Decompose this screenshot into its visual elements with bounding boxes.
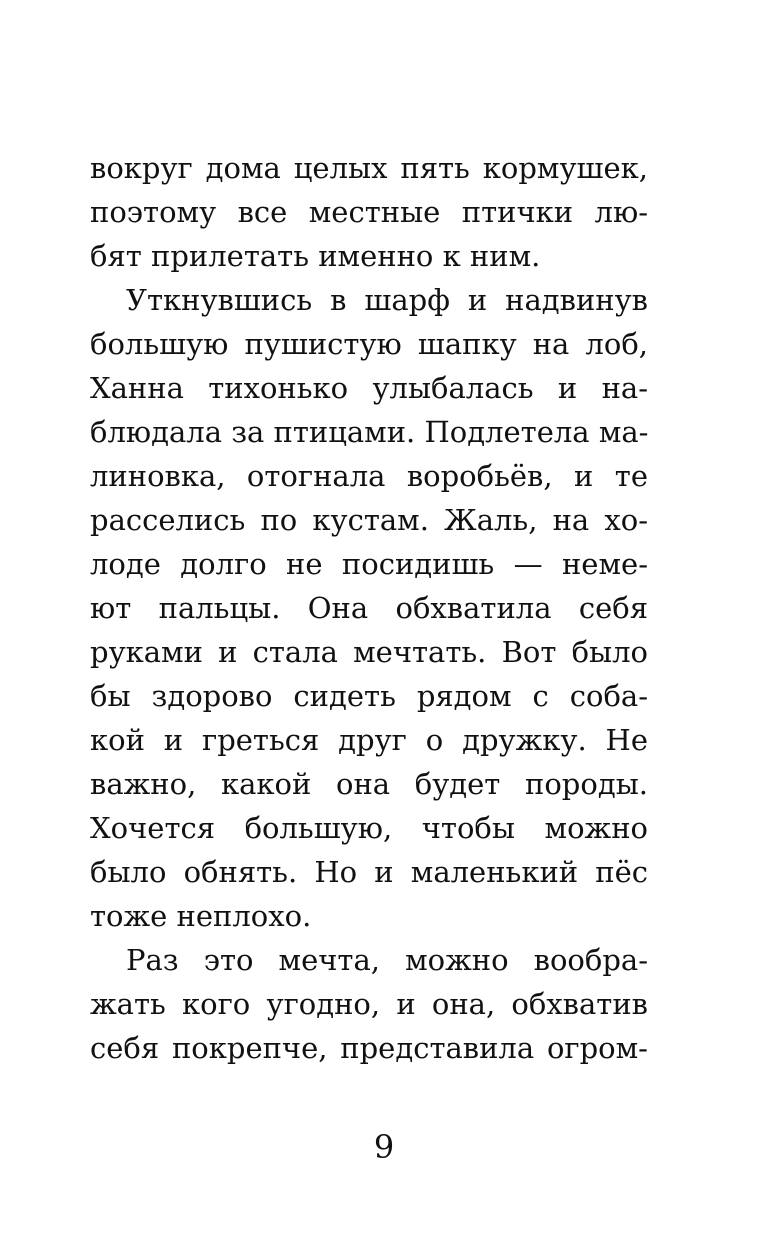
text-line: вокруг дома целых пять кормушек,	[90, 151, 648, 185]
text-line: кой и греться друг о дружку. Не	[90, 723, 648, 757]
text-line: лоде долго не посидишь — неме-	[90, 547, 648, 581]
text-line: поэтому все местные птички лю-	[90, 195, 648, 229]
text-line: руками и стала мечтать. Вот было	[90, 635, 648, 669]
text-line: расселись по кустам. Жаль, на хо-	[90, 503, 648, 537]
text-line: Хочется большую, чтобы можно	[90, 811, 648, 845]
text-line: Ханна тихонько улыбалась и на-	[90, 371, 648, 405]
paragraph	[90, 938, 648, 1070]
text-line: было обнять. Но и маленький пёс	[90, 855, 648, 889]
paragraph	[90, 278, 648, 938]
text-line: блюдала за птицами. Подлетела ма-	[90, 415, 649, 449]
text-line: линовка, отогнала воробьёв, и те	[90, 459, 648, 493]
text-line: жать кого угодно, и она, обхватив	[90, 987, 648, 1021]
text-line: себя покрепче, представила огром-	[90, 1031, 648, 1065]
text-line: бы здорово сидеть рядом с соба-	[90, 679, 648, 713]
text-line: бят прилетать именно к ним.	[90, 239, 541, 273]
paragraph	[90, 146, 648, 278]
text-line: ют пальцы. Она обхватила себя	[90, 591, 648, 625]
text-line: тоже неплохо.	[90, 899, 312, 933]
text-line: большую пушистую шапку на лоб,	[90, 327, 648, 361]
text-line: важно, какой она будет породы.	[90, 767, 648, 801]
body-text	[90, 146, 648, 1070]
text-line: Раз это мечта, можно вообра-	[126, 943, 648, 977]
text-line: Уткнувшись в шарф и надвинув	[126, 283, 648, 317]
page-number: 9	[373, 1128, 395, 1166]
